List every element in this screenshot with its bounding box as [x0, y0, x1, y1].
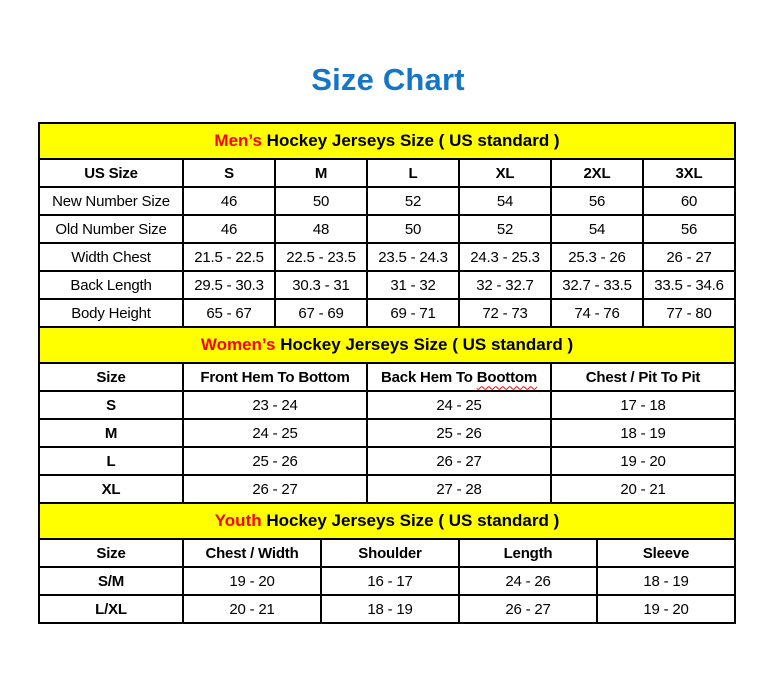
- size-value: 19 - 20: [597, 595, 735, 623]
- table-row: [39, 475, 735, 503]
- mens-size-table: [38, 122, 736, 328]
- column-header: S: [183, 159, 275, 187]
- row-label: New Number Size: [39, 187, 183, 215]
- size-tables-container: [38, 122, 736, 624]
- table-row: [39, 243, 735, 271]
- column-header: XL: [459, 159, 551, 187]
- size-value: 23 - 24: [183, 391, 367, 419]
- size-value: 69 - 71: [367, 299, 459, 327]
- youth-banner-row: [39, 503, 735, 539]
- size-value: 52: [459, 215, 551, 243]
- table-row: [39, 419, 735, 447]
- youth-size-table: [38, 502, 736, 624]
- size-value: 72 - 73: [459, 299, 551, 327]
- size-value: 31 - 32: [367, 271, 459, 299]
- size-value: 74 - 76: [551, 299, 643, 327]
- column-header: Shoulder: [321, 539, 459, 567]
- misspelled-word-underline: Boottom: [476, 368, 537, 386]
- column-header: US Size: [39, 159, 183, 187]
- size-value: 18 - 19: [597, 567, 735, 595]
- size-value: 20 - 21: [183, 595, 321, 623]
- table-row: [39, 595, 735, 623]
- table-row: [39, 567, 735, 595]
- table-row: [39, 187, 735, 215]
- womens-size-table: [38, 326, 736, 504]
- mens-banner-row: [39, 123, 735, 159]
- size-value: 67 - 69: [275, 299, 367, 327]
- row-label: S: [39, 391, 183, 419]
- size-value: 46: [183, 215, 275, 243]
- size-value: 24 - 26: [459, 567, 597, 595]
- size-value: 17 - 18: [551, 391, 735, 419]
- size-value: 46: [183, 187, 275, 215]
- row-label: Old Number Size: [39, 215, 183, 243]
- mens-banner-highlight: Men’s: [214, 131, 262, 150]
- size-value: 18 - 19: [551, 419, 735, 447]
- size-value: 50: [275, 187, 367, 215]
- row-label: L: [39, 447, 183, 475]
- size-value: 24.3 - 25.3: [459, 243, 551, 271]
- size-value: 25 - 26: [183, 447, 367, 475]
- mens-banner-title: Men’s Hockey Jerseys Size ( US standard ): [39, 123, 735, 159]
- row-label: L/XL: [39, 595, 183, 623]
- size-value: 65 - 67: [183, 299, 275, 327]
- table-row: [39, 391, 735, 419]
- column-header: Size: [39, 363, 183, 391]
- page-title: Size Chart: [311, 62, 465, 97]
- size-value: 26 - 27: [367, 447, 551, 475]
- size-value: 19 - 20: [551, 447, 735, 475]
- column-header: 3XL: [643, 159, 735, 187]
- size-value: 48: [275, 215, 367, 243]
- size-value: 26 - 27: [643, 243, 735, 271]
- column-header: Size: [39, 539, 183, 567]
- column-header: M: [275, 159, 367, 187]
- size-value: 24 - 25: [367, 391, 551, 419]
- size-value: 29.5 - 30.3: [183, 271, 275, 299]
- size-value: 52: [367, 187, 459, 215]
- womens-header-row: [39, 363, 735, 391]
- womens-banner-title: Women’s Hockey Jerseys Size ( US standard ): [39, 327, 735, 363]
- table-row: [39, 299, 735, 327]
- size-value: 26 - 27: [183, 475, 367, 503]
- column-header: Chest / Width: [183, 539, 321, 567]
- size-value: 21.5 - 22.5: [183, 243, 275, 271]
- size-value: 50: [367, 215, 459, 243]
- table-row: [39, 215, 735, 243]
- size-value: 26 - 27: [459, 595, 597, 623]
- table-row: [39, 271, 735, 299]
- column-header: Length: [459, 539, 597, 567]
- youth-header-row: [39, 539, 735, 567]
- womens-banner-row: [39, 327, 735, 363]
- size-value: 54: [459, 187, 551, 215]
- size-value: 18 - 19: [321, 595, 459, 623]
- row-label: Back Length: [39, 271, 183, 299]
- column-header: Sleeve: [597, 539, 735, 567]
- size-value: 20 - 21: [551, 475, 735, 503]
- size-value: 19 - 20: [183, 567, 321, 595]
- row-label: XL: [39, 475, 183, 503]
- row-label: M: [39, 419, 183, 447]
- size-value: 56: [551, 187, 643, 215]
- size-value: 22.5 - 23.5: [275, 243, 367, 271]
- size-value: 32 - 32.7: [459, 271, 551, 299]
- size-value: 54: [551, 215, 643, 243]
- size-value: 60: [643, 187, 735, 215]
- youth-banner-title: Youth Hockey Jerseys Size ( US standard ): [39, 503, 735, 539]
- size-value: 24 - 25: [183, 419, 367, 447]
- column-header: Back Hem To Boottom: [367, 363, 551, 391]
- row-label: Body Height: [39, 299, 183, 327]
- size-value: 77 - 80: [643, 299, 735, 327]
- size-value: 32.7 - 33.5: [551, 271, 643, 299]
- womens-banner-highlight: Women’s: [200, 335, 276, 354]
- column-header: Front Hem To Bottom: [183, 363, 367, 391]
- size-value: 25.3 - 26: [551, 243, 643, 271]
- size-value: 27 - 28: [367, 475, 551, 503]
- size-value: 56: [643, 215, 735, 243]
- size-value: 23.5 - 24.3: [367, 243, 459, 271]
- youth-banner-highlight: Youth: [214, 511, 262, 530]
- size-value: 30.3 - 31: [275, 271, 367, 299]
- table-row: [39, 447, 735, 475]
- row-label: Width Chest: [39, 243, 183, 271]
- size-value: 16 - 17: [321, 567, 459, 595]
- column-header: 2XL: [551, 159, 643, 187]
- column-header: Chest / Pit To Pit: [551, 363, 735, 391]
- mens-header-row: [39, 159, 735, 187]
- size-value: 33.5 - 34.6: [643, 271, 735, 299]
- row-label: S/M: [39, 567, 183, 595]
- column-header: L: [367, 159, 459, 187]
- size-value: 25 - 26: [367, 419, 551, 447]
